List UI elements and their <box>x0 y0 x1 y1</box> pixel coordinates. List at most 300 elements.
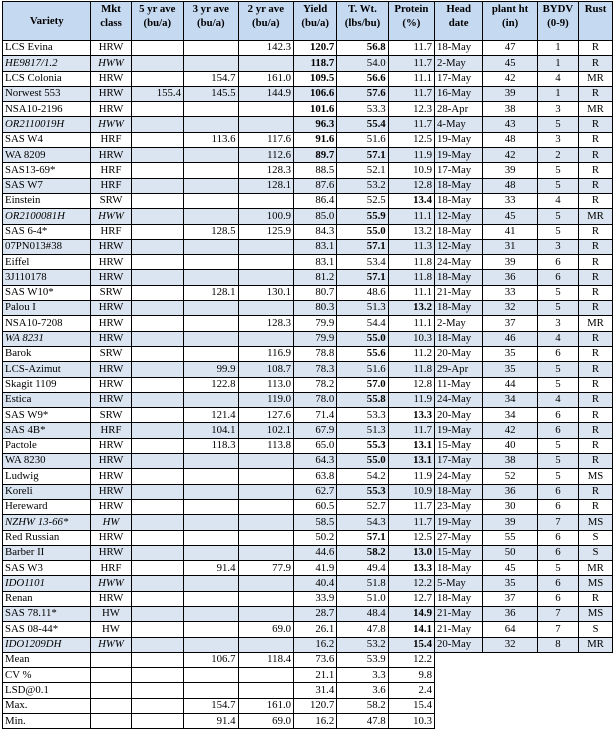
cell-2yr-ave <box>238 331 294 346</box>
cell-test-weight: 49.4 <box>337 561 388 576</box>
cell-rust: R <box>578 454 612 469</box>
cell-3yr-ave <box>184 484 239 499</box>
cell-rust: MS <box>578 606 612 621</box>
summary-test-weight: 53.9 <box>337 652 388 667</box>
cell-5yr-ave <box>131 331 183 346</box>
cell-head-date: 17-May <box>434 163 482 178</box>
table-row <box>3 362 613 377</box>
cell-variety: HE9817/1.2 <box>3 56 91 71</box>
cell-yield: 71.4 <box>294 408 337 423</box>
cell-plant-height: 47 <box>483 41 538 56</box>
cell-bydv: 6 <box>537 270 578 285</box>
cell-bydv: 1 <box>537 86 578 101</box>
cell-bydv: 5 <box>537 224 578 239</box>
cell-2yr-ave: 113.8 <box>238 438 294 453</box>
cell-plant-height: 37 <box>483 316 538 331</box>
cell-rust: R <box>578 484 612 499</box>
table-row <box>3 301 613 316</box>
cell-yield: 78.8 <box>294 346 337 361</box>
cell-yield: 79.9 <box>294 316 337 331</box>
summary-test-weight: 3.6 <box>337 683 388 698</box>
cell-protein: 11.7 <box>388 117 434 132</box>
summary-empty-cell <box>578 668 612 683</box>
table-row <box>3 209 613 224</box>
cell-head-date: 23-May <box>434 499 482 514</box>
cell-3yr-ave <box>184 270 239 285</box>
cell-2yr-ave: 128.3 <box>238 316 294 331</box>
cell-mkt-class: HWW <box>91 576 131 591</box>
cell-2yr-ave: 116.9 <box>238 346 294 361</box>
cell-protein: 10.3 <box>388 331 434 346</box>
cell-variety: IDO1101 <box>3 576 91 591</box>
summary-label: Mean <box>3 652 91 667</box>
cell-test-weight: 55.8 <box>337 392 388 407</box>
summary-yield: 73.6 <box>294 652 337 667</box>
cell-variety: NSA10-2196 <box>3 102 91 117</box>
cell-mkt-class: HRW <box>91 362 131 377</box>
cell-mkt-class: HRW <box>91 71 131 86</box>
cell-2yr-ave <box>238 499 294 514</box>
cell-2yr-ave <box>238 545 294 560</box>
cell-plant-height: 45 <box>483 209 538 224</box>
cell-5yr-ave <box>131 408 183 423</box>
table-row <box>3 408 613 423</box>
summary-mkt-blank <box>91 714 131 729</box>
cell-5yr-ave <box>131 606 183 621</box>
cell-yield: 16.2 <box>294 637 337 652</box>
cell-variety: SAS 08-44* <box>3 622 91 637</box>
cell-plant-height: 32 <box>483 637 538 652</box>
cell-3yr-ave <box>184 41 239 56</box>
cell-3yr-ave <box>184 239 239 254</box>
summary-3yr-ave <box>184 683 239 698</box>
cell-mkt-class: HRW <box>91 331 131 346</box>
cell-rust: MR <box>578 561 612 576</box>
header-yield: Yield (bu/a) <box>294 2 337 41</box>
cell-test-weight: 52.7 <box>337 499 388 514</box>
cell-5yr-ave <box>131 545 183 560</box>
cell-2yr-ave: 161.0 <box>238 71 294 86</box>
cell-5yr-ave <box>131 102 183 117</box>
cell-variety: NSA10-7208 <box>3 316 91 331</box>
cell-variety: LCS-Azimut <box>3 362 91 377</box>
summary-empty-cell <box>434 652 482 667</box>
header-protein: Protein (%) <box>388 2 434 41</box>
cell-3yr-ave: 113.6 <box>184 132 239 147</box>
cell-5yr-ave <box>131 71 183 86</box>
cell-yield: 28.7 <box>294 606 337 621</box>
cell-yield: 64.3 <box>294 454 337 469</box>
cell-mkt-class: HRW <box>91 301 131 316</box>
cell-head-date: 18-May <box>434 331 482 346</box>
cell-3yr-ave <box>184 637 239 652</box>
cell-yield: 78.2 <box>294 377 337 392</box>
table-row <box>3 132 613 147</box>
cell-5yr-ave: 155.4 <box>131 86 183 101</box>
cell-mkt-class: HW <box>91 515 131 530</box>
summary-empty-cell <box>578 698 612 713</box>
cell-head-date: 2-May <box>434 56 482 71</box>
cell-protein: 11.2 <box>388 346 434 361</box>
cell-5yr-ave <box>131 56 183 71</box>
cell-plant-height: 37 <box>483 591 538 606</box>
cell-plant-height: 43 <box>483 117 538 132</box>
cell-plant-height: 44 <box>483 377 538 392</box>
cell-bydv: 4 <box>537 193 578 208</box>
cell-variety: OR2100081H <box>3 209 91 224</box>
cell-mkt-class: SRW <box>91 408 131 423</box>
cell-protein: 11.7 <box>388 41 434 56</box>
cell-mkt-class: HRW <box>91 530 131 545</box>
cell-2yr-ave <box>238 255 294 270</box>
cell-plant-height: 30 <box>483 499 538 514</box>
cell-test-weight: 57.1 <box>337 530 388 545</box>
cell-protein: 12.2 <box>388 576 434 591</box>
cell-mkt-class: HRW <box>91 392 131 407</box>
cell-mkt-class: HRW <box>91 591 131 606</box>
cell-5yr-ave <box>131 622 183 637</box>
cell-yield: 86.4 <box>294 193 337 208</box>
cell-3yr-ave: 99.9 <box>184 362 239 377</box>
cell-2yr-ave: 130.1 <box>238 285 294 300</box>
cell-head-date: 20-May <box>434 408 482 423</box>
cell-test-weight: 53.3 <box>337 408 388 423</box>
cell-rust: R <box>578 392 612 407</box>
cell-bydv: 6 <box>537 576 578 591</box>
cell-2yr-ave: 117.6 <box>238 132 294 147</box>
cell-plant-height: 35 <box>483 576 538 591</box>
summary-protein: 9.8 <box>388 668 434 683</box>
cell-protein: 11.1 <box>388 316 434 331</box>
table-row <box>3 163 613 178</box>
cell-variety: SAS W7 <box>3 178 91 193</box>
cell-mkt-class: HRW <box>91 484 131 499</box>
cell-5yr-ave <box>131 209 183 224</box>
cell-3yr-ave <box>184 148 239 163</box>
cell-bydv: 5 <box>537 561 578 576</box>
summary-mkt-blank <box>91 698 131 713</box>
table-row <box>3 591 613 606</box>
cell-2yr-ave <box>238 591 294 606</box>
cell-bydv: 5 <box>537 178 578 193</box>
cell-plant-height: 52 <box>483 469 538 484</box>
cell-mkt-class: HRF <box>91 423 131 438</box>
table-row <box>3 637 613 652</box>
table-row <box>3 56 613 71</box>
cell-bydv: 4 <box>537 331 578 346</box>
summary-label: Max. <box>3 698 91 713</box>
summary-row <box>3 652 613 667</box>
cell-head-date: 28-Apr <box>434 102 482 117</box>
cell-variety: 3J110178 <box>3 270 91 285</box>
cell-mkt-class: HRW <box>91 270 131 285</box>
summary-protein: 10.3 <box>388 714 434 729</box>
cell-test-weight: 55.9 <box>337 209 388 224</box>
cell-mkt-class: HRW <box>91 41 131 56</box>
cell-bydv: 5 <box>537 377 578 392</box>
cell-variety: LCS Colonia <box>3 71 91 86</box>
cell-head-date: 17-May <box>434 454 482 469</box>
cell-plant-height: 39 <box>483 515 538 530</box>
cell-2yr-ave: 112.6 <box>238 148 294 163</box>
cell-5yr-ave <box>131 285 183 300</box>
cell-yield: 33.9 <box>294 591 337 606</box>
cell-variety: Barok <box>3 346 91 361</box>
cell-protein: 13.3 <box>388 408 434 423</box>
summary-protein: 2.4 <box>388 683 434 698</box>
summary-empty-cell <box>434 668 482 683</box>
summary-empty-cell <box>537 683 578 698</box>
summary-protein: 12.2 <box>388 652 434 667</box>
cell-3yr-ave <box>184 178 239 193</box>
cell-variety: SAS 6-4* <box>3 224 91 239</box>
cell-rust: MR <box>578 209 612 224</box>
cell-plant-height: 50 <box>483 545 538 560</box>
summary-yield: 21.1 <box>294 668 337 683</box>
cell-5yr-ave <box>131 469 183 484</box>
table-row <box>3 454 613 469</box>
header-bydv: BYDV (0-9) <box>537 2 578 41</box>
summary-test-weight: 47.8 <box>337 714 388 729</box>
cell-test-weight: 51.3 <box>337 423 388 438</box>
cell-rust: MR <box>578 102 612 117</box>
cell-bydv: 7 <box>537 622 578 637</box>
cell-test-weight: 55.0 <box>337 454 388 469</box>
summary-label: Min. <box>3 714 91 729</box>
summary-test-weight: 58.2 <box>337 698 388 713</box>
cell-yield: 63.8 <box>294 469 337 484</box>
cell-variety: SAS W10* <box>3 285 91 300</box>
cell-rust: R <box>578 56 612 71</box>
cell-5yr-ave <box>131 392 183 407</box>
cell-5yr-ave <box>131 515 183 530</box>
cell-plant-height: 40 <box>483 438 538 453</box>
summary-empty-cell <box>434 714 482 729</box>
cell-rust: R <box>578 362 612 377</box>
cell-mkt-class: HRW <box>91 377 131 392</box>
cell-bydv: 6 <box>537 545 578 560</box>
cell-protein: 13.1 <box>388 454 434 469</box>
cell-3yr-ave <box>184 622 239 637</box>
cell-mkt-class: HRF <box>91 163 131 178</box>
cell-plant-height: 33 <box>483 285 538 300</box>
cell-rust: R <box>578 285 612 300</box>
table-body <box>3 41 613 729</box>
summary-empty-cell <box>537 668 578 683</box>
cell-plant-height: 42 <box>483 71 538 86</box>
summary-5yr-ave <box>131 652 183 667</box>
cell-2yr-ave <box>238 469 294 484</box>
cell-5yr-ave <box>131 117 183 132</box>
cell-rust: R <box>578 224 612 239</box>
cell-head-date: 19-May <box>434 423 482 438</box>
summary-label: CV % <box>3 668 91 683</box>
cell-rust: R <box>578 148 612 163</box>
header-rust: Rust <box>578 2 612 41</box>
cell-plant-height: 36 <box>483 270 538 285</box>
cell-mkt-class: SRW <box>91 346 131 361</box>
cell-variety: Pactole <box>3 438 91 453</box>
cell-protein: 11.7 <box>388 56 434 71</box>
table-row <box>3 270 613 285</box>
cell-bydv: 8 <box>537 637 578 652</box>
cell-head-date: 24-May <box>434 392 482 407</box>
cell-variety: OR2110019H <box>3 117 91 132</box>
summary-3yr-ave: 154.7 <box>184 698 239 713</box>
cell-5yr-ave <box>131 576 183 591</box>
cell-test-weight: 54.3 <box>337 515 388 530</box>
cell-rust: R <box>578 239 612 254</box>
cell-rust: R <box>578 499 612 514</box>
cell-rust: R <box>578 132 612 147</box>
cell-bydv: 1 <box>537 41 578 56</box>
header-mkt-class: Mkt class <box>91 2 131 41</box>
cell-plant-height: 34 <box>483 392 538 407</box>
cell-rust: R <box>578 178 612 193</box>
cell-yield: 84.3 <box>294 224 337 239</box>
summary-empty-cell <box>483 683 538 698</box>
cell-head-date: 18-May <box>434 193 482 208</box>
cell-5yr-ave <box>131 499 183 514</box>
cell-yield: 101.6 <box>294 102 337 117</box>
table-row <box>3 499 613 514</box>
cell-test-weight: 53.2 <box>337 637 388 652</box>
cell-5yr-ave <box>131 454 183 469</box>
cell-3yr-ave <box>184 576 239 591</box>
cell-mkt-class: HRW <box>91 316 131 331</box>
cell-5yr-ave <box>131 484 183 499</box>
cell-3yr-ave <box>184 255 239 270</box>
summary-label: LSD@0.1 <box>3 683 91 698</box>
cell-variety: Red Russian <box>3 530 91 545</box>
cell-3yr-ave: 128.1 <box>184 285 239 300</box>
cell-3yr-ave <box>184 606 239 621</box>
cell-test-weight: 55.3 <box>337 484 388 499</box>
cell-protein: 11.7 <box>388 515 434 530</box>
cell-5yr-ave <box>131 148 183 163</box>
cell-rust: S <box>578 545 612 560</box>
cell-protein: 13.1 <box>388 438 434 453</box>
cell-5yr-ave <box>131 561 183 576</box>
cell-variety: WA 8230 <box>3 454 91 469</box>
cell-yield: 78.3 <box>294 362 337 377</box>
cell-head-date: 19-May <box>434 148 482 163</box>
cell-test-weight: 52.1 <box>337 163 388 178</box>
cell-yield: 41.9 <box>294 561 337 576</box>
summary-empty-cell <box>483 714 538 729</box>
cell-test-weight: 53.2 <box>337 178 388 193</box>
cell-5yr-ave <box>131 163 183 178</box>
cell-head-date: 20-May <box>434 346 482 361</box>
cell-yield: 83.1 <box>294 239 337 254</box>
cell-protein: 14.1 <box>388 622 434 637</box>
cell-yield: 83.1 <box>294 255 337 270</box>
cell-rust: MR <box>578 637 612 652</box>
cell-bydv: 3 <box>537 102 578 117</box>
cell-head-date: 15-May <box>434 438 482 453</box>
summary-5yr-ave <box>131 668 183 683</box>
table-row <box>3 117 613 132</box>
cell-mkt-class: HRW <box>91 454 131 469</box>
cell-3yr-ave <box>184 591 239 606</box>
table-row <box>3 377 613 392</box>
cell-plant-height: 34 <box>483 408 538 423</box>
header-row <box>3 2 613 41</box>
cell-3yr-ave: 118.3 <box>184 438 239 453</box>
table-row <box>3 438 613 453</box>
cell-protein: 11.7 <box>388 86 434 101</box>
summary-3yr-ave: 91.4 <box>184 714 239 729</box>
cell-mkt-class: HWW <box>91 209 131 224</box>
summary-2yr-ave <box>238 668 294 683</box>
cell-yield: 78.0 <box>294 392 337 407</box>
summary-empty-cell <box>537 652 578 667</box>
cell-mkt-class: HRW <box>91 239 131 254</box>
cell-mkt-class: HRF <box>91 224 131 239</box>
cell-protein: 10.9 <box>388 163 434 178</box>
cell-mkt-class: HRW <box>91 86 131 101</box>
cell-protein: 13.0 <box>388 545 434 560</box>
cell-protein: 11.8 <box>388 270 434 285</box>
cell-bydv: 5 <box>537 454 578 469</box>
cell-3yr-ave <box>184 530 239 545</box>
cell-plant-height: 42 <box>483 148 538 163</box>
cell-3yr-ave <box>184 209 239 224</box>
cell-2yr-ave <box>238 56 294 71</box>
cell-3yr-ave <box>184 469 239 484</box>
cell-2yr-ave: 128.3 <box>238 163 294 178</box>
cell-head-date: 18-May <box>434 224 482 239</box>
cell-2yr-ave: 102.1 <box>238 423 294 438</box>
table-row <box>3 41 613 56</box>
cell-mkt-class: HRW <box>91 499 131 514</box>
cell-mkt-class: HRF <box>91 132 131 147</box>
cell-5yr-ave <box>131 270 183 285</box>
cell-variety: Hereward <box>3 499 91 514</box>
cell-bydv: 1 <box>537 56 578 71</box>
cell-bydv: 3 <box>537 316 578 331</box>
summary-row <box>3 698 613 713</box>
cell-protein: 11.9 <box>388 392 434 407</box>
cell-3yr-ave <box>184 454 239 469</box>
cell-yield: 120.7 <box>294 41 337 56</box>
cell-mkt-class: HRF <box>91 561 131 576</box>
cell-test-weight: 53.4 <box>337 255 388 270</box>
summary-test-weight: 3.3 <box>337 668 388 683</box>
cell-plant-height: 33 <box>483 193 538 208</box>
summary-empty-cell <box>483 652 538 667</box>
cell-2yr-ave <box>238 102 294 117</box>
cell-2yr-ave <box>238 530 294 545</box>
cell-3yr-ave <box>184 346 239 361</box>
header-variety: Variety <box>3 2 91 41</box>
cell-head-date: 27-May <box>434 530 482 545</box>
variety-trial-table <box>2 1 613 729</box>
table-row <box>3 224 613 239</box>
cell-3yr-ave <box>184 515 239 530</box>
cell-bydv: 6 <box>537 408 578 423</box>
cell-protein: 10.9 <box>388 484 434 499</box>
cell-3yr-ave <box>184 163 239 178</box>
cell-test-weight: 57.0 <box>337 377 388 392</box>
table-row <box>3 622 613 637</box>
cell-5yr-ave <box>131 316 183 331</box>
cell-protein: 13.2 <box>388 224 434 239</box>
cell-rust: R <box>578 86 612 101</box>
cell-protein: 11.3 <box>388 239 434 254</box>
table-row <box>3 469 613 484</box>
cell-5yr-ave <box>131 637 183 652</box>
